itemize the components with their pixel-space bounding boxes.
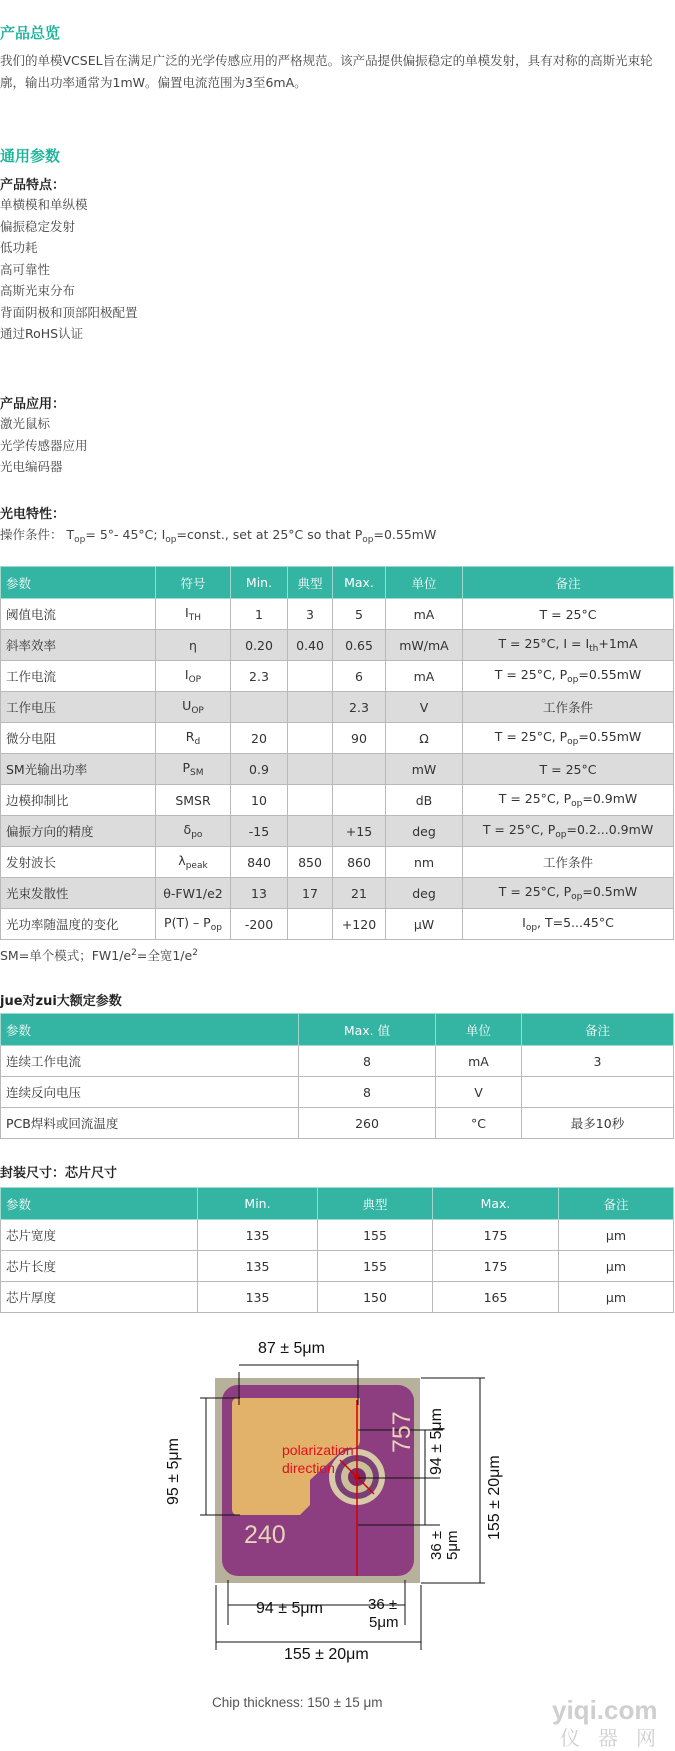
table-cell: T = 25°C, $I = I_{th}+1mA$ xyxy=(463,630,674,661)
column-header: 参数 xyxy=(1,567,156,599)
overview-title: 产品总览 xyxy=(0,24,61,42)
table-cell: 0.65 xyxy=(333,630,386,661)
table-cell: T = 25°C, $P_{op}=0.9mW$ xyxy=(463,785,674,816)
chip-size-title: 封装尺寸：芯片尺寸 xyxy=(0,1166,118,1181)
application-item: 激光鼠标 xyxy=(0,416,51,431)
table-cell: 3 xyxy=(522,1046,674,1077)
table-cell: θ-FW1/e2 xyxy=(156,878,231,909)
features-title: 产品特点： xyxy=(0,178,66,193)
table-cell: deg xyxy=(386,816,463,847)
polarization-label-1: polarization xyxy=(282,1442,354,1458)
table-cell: 0.20 xyxy=(231,630,288,661)
table-cell: η xyxy=(156,630,231,661)
table-cell: 135 xyxy=(198,1251,318,1282)
table-cell: 135 xyxy=(198,1220,318,1251)
table-cell: 2.3 xyxy=(333,692,386,723)
column-header: Max. 值 xyxy=(299,1014,436,1046)
dim-top: 87 ± 5μm xyxy=(258,1340,325,1357)
table-cell: 17 xyxy=(288,878,333,909)
polarization-label-2: direction xyxy=(282,1460,335,1476)
table-cell: 工作电流 xyxy=(1,661,156,692)
table-cell: 芯片长度 xyxy=(1,1251,198,1282)
table-cell: 偏振方向的精度 xyxy=(1,816,156,847)
table-cell: $R_d$ xyxy=(156,723,231,754)
table-cell: Ω xyxy=(386,723,463,754)
table-cell: $I_{OP}$ xyxy=(156,661,231,692)
table-cell: 165 xyxy=(433,1282,559,1313)
operating-conditions-prefix: 操作条件： xyxy=(0,527,63,542)
table-cell: T = 25°C xyxy=(463,599,674,630)
table-cell: 150 xyxy=(318,1282,433,1313)
watermark-brand: 仪器网 xyxy=(560,1726,674,1750)
feature-item: 通过RoHS认证 xyxy=(0,326,84,341)
feature-item: 高可靠性 xyxy=(0,261,51,277)
table-cell: +15 xyxy=(333,816,386,847)
table-cell: 840 xyxy=(231,847,288,878)
watermark-domain: yiqi.com xyxy=(552,1695,658,1725)
dim-outer-right: 155 ± 20μm xyxy=(486,1455,503,1540)
table-cell: 光功率随温度的变化 xyxy=(1,909,156,940)
table-cell: T = 25°C, $P_{op}=0.55mW$ xyxy=(463,661,674,692)
application-item: 光学传感器应用 xyxy=(0,437,88,453)
table-cell: 边模抑制比 xyxy=(1,785,156,816)
abs-max-title: jue对zui大额定参数 xyxy=(0,994,122,1009)
table-cell: 工作条件 xyxy=(463,847,674,878)
table-cell: $I_{TH}$ xyxy=(156,599,231,630)
dim-right-top: 94 ± 5μm xyxy=(428,1408,445,1475)
chip-mark-240: 240 xyxy=(244,1521,286,1549)
table-cell: 1 xyxy=(231,599,288,630)
column-header: 备注 xyxy=(463,567,674,599)
feature-item: 低功耗 xyxy=(0,240,38,255)
table-cell: 21 xyxy=(333,878,386,909)
table-cell: μW xyxy=(386,909,463,940)
table-cell: 工作电压 xyxy=(1,692,156,723)
electro-optical-title: 光电特性： xyxy=(0,507,66,522)
table-cell: deg xyxy=(386,878,463,909)
table-cell: -200 xyxy=(231,909,288,940)
table-cell: mW xyxy=(386,754,463,785)
column-header: 备注 xyxy=(522,1014,674,1046)
table-cell: 155 xyxy=(318,1220,433,1251)
general-title: 通用参数 xyxy=(0,147,61,165)
table-cell: 最多10秒 xyxy=(522,1108,674,1139)
operating-conditions-text: $T_{op}= 5^\circ-$ 45°C; $I_{op}=const$., set at 25°C so that $P_{op}=0.55mW$ xyxy=(66,527,437,545)
table-cell: 135 xyxy=(198,1282,318,1313)
dim-bottom-right-2: 5μm xyxy=(369,1614,399,1631)
table-cell: 阈值电流 xyxy=(1,599,156,630)
table-cell: T = 25°C xyxy=(463,754,674,785)
column-header: 典型 xyxy=(318,1188,433,1220)
table-cell: 芯片厚度 xyxy=(1,1282,198,1313)
table-cell: PCB焊料或回流温度 xyxy=(1,1108,299,1139)
feature-item: 单横模和单纵模 xyxy=(0,197,88,212)
table-cell: nm xyxy=(386,847,463,878)
table-cell: 0.40 xyxy=(288,630,333,661)
table-cell: mA xyxy=(386,599,463,630)
table-cell: 5 xyxy=(333,599,386,630)
table-cell: 13 xyxy=(231,878,288,909)
column-header: 单位 xyxy=(386,567,463,599)
table-cell: T = 25°C, $P_{op}=0.2...0.9mW$ xyxy=(463,816,674,847)
table-cell: dB xyxy=(386,785,463,816)
table-cell: 90 xyxy=(333,723,386,754)
table-cell: μm xyxy=(559,1251,674,1282)
table-cell: 0.9 xyxy=(231,754,288,785)
table-cell: 连续反向电压 xyxy=(1,1077,299,1108)
feature-item: 背面阴极和顶部阳极配置 xyxy=(0,304,138,320)
table-cell: V xyxy=(436,1077,522,1108)
table-cell: μm xyxy=(559,1282,674,1313)
table-cell: -15 xyxy=(231,816,288,847)
table-cell: 175 xyxy=(433,1251,559,1282)
dim-right-bottom-2: 5μm xyxy=(444,1530,461,1560)
chip-thickness-caption: Chip thickness: 150 ± 15 μm xyxy=(212,1695,383,1710)
table-cell: 芯片宽度 xyxy=(1,1220,198,1251)
application-item: 光电编码器 xyxy=(0,459,63,474)
table-cell: °C xyxy=(436,1108,522,1139)
feature-item: 高斯光束分布 xyxy=(0,283,76,298)
table-cell: μm xyxy=(559,1220,674,1251)
table-cell: 连续工作电流 xyxy=(1,1046,299,1077)
dim-bottom-left: 94 ± 5μm xyxy=(256,1600,323,1617)
column-header: Max. xyxy=(433,1188,559,1220)
table-cell: 3 xyxy=(288,599,333,630)
table-cell: $P(T) - P_{op}$ xyxy=(156,909,231,940)
table-cell: 10 xyxy=(231,785,288,816)
dim-bottom-total: 155 ± 20μm xyxy=(284,1646,369,1663)
table-cell: $I_{op}$, T=5...45°C xyxy=(463,909,674,940)
table-cell: V xyxy=(386,692,463,723)
dim-bottom-right-1: 36 ± xyxy=(368,1596,398,1613)
table-cell: 260 xyxy=(299,1108,436,1139)
table-cell: $U_{OP}$ xyxy=(156,692,231,723)
table-cell: 2.3 xyxy=(231,661,288,692)
table-cell: T = 25°C, $P_{op}=0.55mW$ xyxy=(463,723,674,754)
table-cell: 发射波长 xyxy=(1,847,156,878)
table-cell: 光束发散性 xyxy=(1,878,156,909)
table-footnote: SM=单个模式；$FW1/e^2=$全宽$1/e^2$ xyxy=(0,948,198,963)
table-cell: mA xyxy=(436,1046,522,1077)
table-cell: 20 xyxy=(231,723,288,754)
column-header: 符号 xyxy=(156,567,231,599)
table-cell: $\lambda_{peak}$ xyxy=(156,847,231,878)
table-cell: 斜率效率 xyxy=(1,630,156,661)
table-cell: 155 xyxy=(318,1251,433,1282)
table-cell: 8 xyxy=(299,1077,436,1108)
dim-left: 95 ± 5μm xyxy=(165,1438,182,1505)
table-cell: 175 xyxy=(433,1220,559,1251)
table-cell: 工作条件 xyxy=(463,692,674,723)
table-cell: T = 25°C, $P_{op}=0.5mW$ xyxy=(463,878,674,909)
table-cell: 6 xyxy=(333,661,386,692)
table-cell: 850 xyxy=(288,847,333,878)
column-header: 典型 xyxy=(288,567,333,599)
overview-text: 我们的单模VCSEL旨在满足广泛的光学传感应用的严格规范。该产品提供偏振稳定的单模发射，具有对称的高斯光束轮廓，输出功率通常为1mW。偏置电流范围为3至6mA。 xyxy=(0,53,653,90)
column-header: Max. xyxy=(333,567,386,599)
column-header: Min. xyxy=(231,567,288,599)
table-cell: +120 xyxy=(333,909,386,940)
column-header: 单位 xyxy=(436,1014,522,1046)
chip-mark-757: 757 xyxy=(388,1411,416,1453)
feature-item: 偏振稳定发射 xyxy=(0,218,76,234)
dim-right-bottom-1: 36 ± xyxy=(428,1530,445,1560)
column-header: 备注 xyxy=(559,1188,674,1220)
table-cell: 860 xyxy=(333,847,386,878)
column-header: 参数 xyxy=(1,1188,198,1220)
table-cell: $\delta_{po}$ xyxy=(156,816,231,847)
table-cell: mA xyxy=(386,661,463,692)
table-cell: 微分电阻 xyxy=(1,723,156,754)
table-cell: SMSR xyxy=(156,785,231,816)
column-header: Min. xyxy=(198,1188,318,1220)
applications-title: 产品应用： xyxy=(0,397,66,412)
table-cell: $P_{SM}$ xyxy=(156,754,231,785)
table-cell: SM光输出功率 xyxy=(1,754,156,785)
column-header: 参数 xyxy=(1,1014,299,1046)
table-cell: mW/mA xyxy=(386,630,463,661)
table-cell: 8 xyxy=(299,1046,436,1077)
